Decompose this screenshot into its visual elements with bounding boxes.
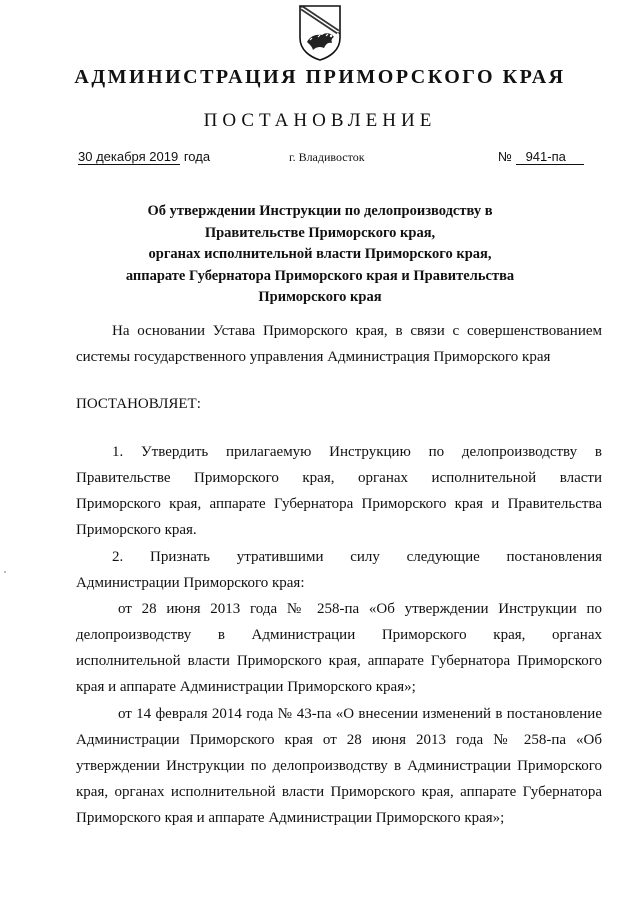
text-line: исполнительной власти Приморского края, аппарате Губернатора Приморского (76, 653, 602, 669)
title-line: Правительстве Приморского края, (204, 224, 436, 241)
repealed-act-2 (76, 701, 602, 831)
document-date (78, 149, 210, 165)
text-line: Приморского края. (76, 522, 197, 538)
text-line: 2. Признать утратившими силу следующие постановления (112, 549, 602, 565)
date-suffix: года (183, 149, 211, 164)
text-line: от 28 июня 2013 года № 258-па «Об утверждении Инструкции по (118, 601, 602, 617)
title-line: Об утверждении Инструкции по делопроизводству в (147, 203, 493, 219)
document-city: г. Владивосток (289, 150, 365, 164)
title-line: Приморского края (258, 289, 382, 305)
item-1-paragraph (76, 439, 602, 543)
text-line: На основании Устава Приморского края, в связи с совершенствованием (112, 323, 602, 339)
document-title (120, 201, 520, 309)
text-line: от 14 февраля 2014 года № 43-па «О внесении изменений в постановление (118, 706, 602, 722)
number-prefix: № (498, 149, 512, 164)
text-line: делопроизводству в Администрации Приморского края, органах (76, 627, 602, 643)
text-line: края, органах исполнительной власти Приморского края, аппарате Губернатора (76, 784, 602, 800)
title-line: органах исполнительной власти Приморского края, (148, 246, 492, 262)
document-number (498, 149, 584, 165)
text-line: системы государственного управления Администрация Приморского края (76, 349, 551, 365)
decree-word: ПОСТАНОВЛЯЕТ: (76, 396, 201, 412)
text-line: Приморского края и аппарате Администрации Приморского края»; (76, 810, 505, 826)
text-line: края и аппарате Администрации Приморского края»; (76, 679, 416, 695)
date-value: 30 декабря 2019 (78, 149, 179, 164)
text-line: утверждении Инструкции по делопроизводству в Администрации Приморского (76, 758, 602, 774)
item-2-paragraph (76, 544, 602, 596)
number-value: 941-па (516, 149, 584, 165)
text-line: Администрации Приморского края: (76, 575, 305, 591)
text-line: Администрации Приморского края от 28 июня 2013 года № 258-па «Об (76, 732, 602, 748)
text-line: Правительстве Приморского края, органах исполнительной власти (76, 470, 602, 486)
text-line: Приморского края, аппарате Губернатора Приморского края и Правительства (76, 496, 602, 512)
preamble-paragraph (76, 318, 602, 370)
coat-of-arms-icon (298, 4, 342, 62)
repealed-act-1 (76, 596, 602, 700)
title-line: аппарате Губернатора Приморского края и Правительства (125, 267, 515, 284)
text-line: 1. Утвердить прилагаемую Инструкцию по делопроизводству в (112, 444, 602, 460)
scan-speck (4, 571, 6, 573)
organization-title: АДМИНИСТРАЦИЯ ПРИМОРСКОГО КРАЯ (74, 66, 566, 88)
document-type: ПОСТАНОВЛЕНИЕ (203, 110, 437, 131)
